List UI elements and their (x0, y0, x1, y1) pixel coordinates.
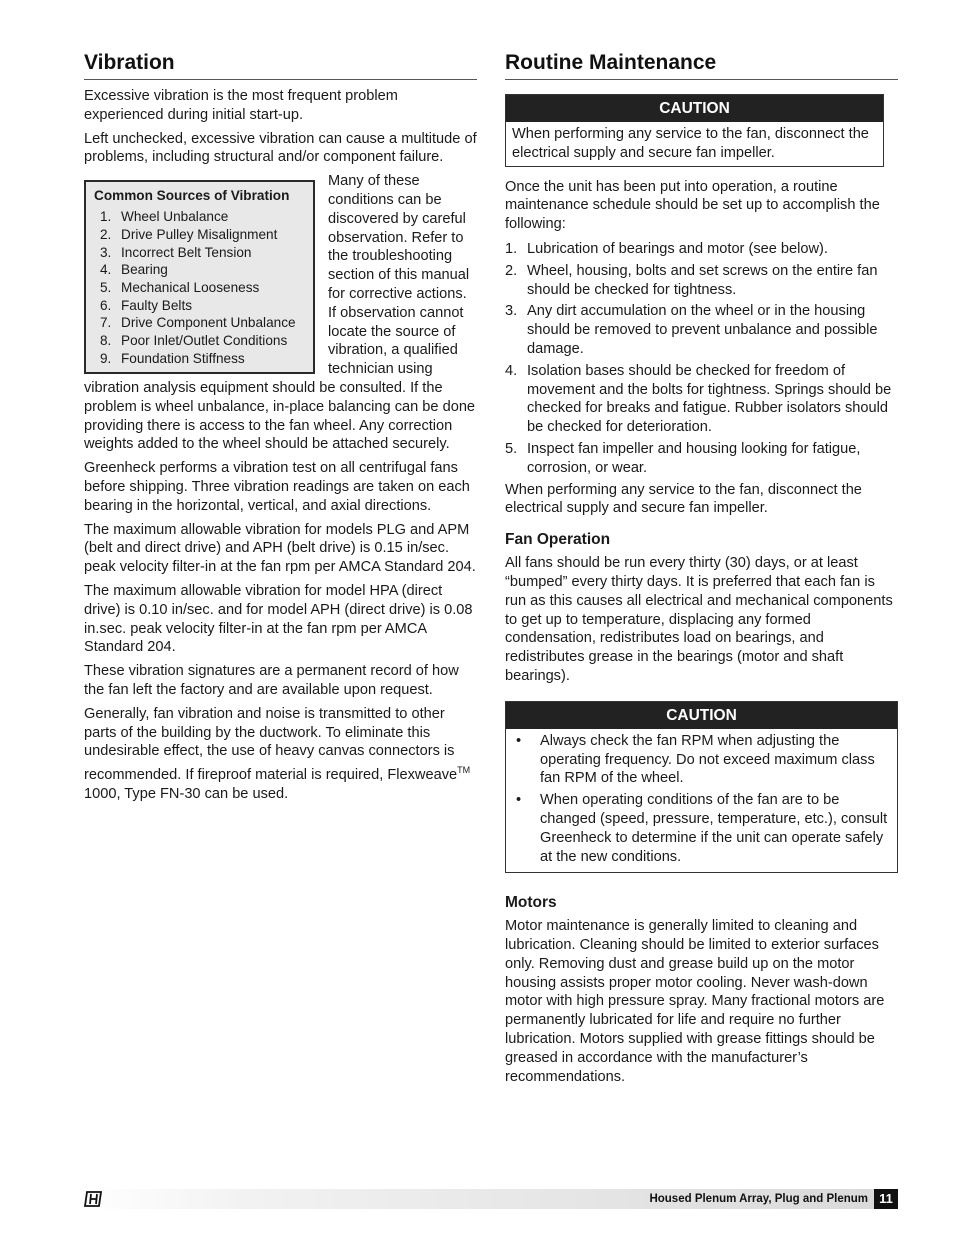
greenheck-logo-icon (84, 1191, 104, 1207)
vibration-paragraph-3: Many of these conditions can be discovered by careful observation. Refer to the troubleshooting section of this manual for corrective actions. If observation cannot locate the source of vibration, a qualified technician using vibration analysis equipment should be consulted. If the problem is wheel unbalance, in-place balancing can be done providing there is access to the fan wheel. Any correction weights added to the wheel should be attached securely. (84, 173, 476, 453)
vibration-paragraph-4: Greenheck performs a vibration test on all centrifugal fans before shipping. Three vibration readings are taken on each bearing in the horizontal, vertical, and axial directions. (84, 460, 470, 514)
caution-header: CAUTION (506, 702, 897, 729)
caution-bullet-item: • When operating conditions of the fan are to be changed (speed, pressure, temperature, etc.), consult Greenheck to determine if the unit can operate safely at the new conditions. (516, 792, 888, 865)
footer-title: Housed Plenum Array, Plug and Plenum (649, 1193, 868, 1205)
caution-box-operation (505, 701, 898, 874)
vibration-paragraph-7: These vibration signatures are a permanent record of how the fan left the factory and are available upon request. (84, 663, 459, 698)
list-item: 4. Bearing (100, 262, 168, 278)
bullet-icon: • (516, 732, 522, 749)
list-item: 5. Mechanical Looseness (100, 280, 260, 295)
vibration-paragraph-6: The maximum allowable vibration for model HPA (direct drive) is 0.10 in/sec. and for model APH (direct drive) is 0.08 in.sec. peak velocity filter-in at the fan rpm per AMCA Standard 204. (84, 582, 473, 656)
caution-body: When performing any service to the fan, disconnect the electrical supply and secure fan impeller. (512, 126, 869, 161)
routine-maintenance-column (505, 50, 898, 1091)
bullet-icon: • (516, 792, 522, 809)
vibration-column (84, 50, 477, 809)
motors-heading: Motors (505, 894, 557, 912)
list-item: 1. Lubrication of bearings and motor (see below). (505, 240, 828, 257)
maintenance-after-list: When performing any service to the fan, disconnect the electrical supply and secure fan impeller. (505, 481, 862, 517)
caution-bullet-item: • Always check the fan RPM when adjusting the operating frequency. Do not exceed maximum class fan RPM of the wheel. (516, 732, 875, 787)
list-item: 2. Wheel, housing, bolts and set screws on the entire fan should be checked for tightness. (505, 262, 878, 298)
vibration-paragraph-2: Left unchecked, excessive vibration can cause a multitude of problems, including structural and/or component failure. (84, 130, 477, 166)
list-item: 9. Foundation Stiffness (100, 350, 245, 366)
caution-header: CAUTION (506, 95, 883, 122)
list-item: 2. Drive Pulley Misalignment (100, 226, 278, 242)
common-sources-box (84, 180, 315, 373)
fan-operation-heading: Fan Operation (505, 531, 611, 549)
page-number: 11 (874, 1189, 898, 1209)
list-item: 6. Faulty Belts (100, 297, 193, 313)
routine-maintenance-heading: Routine Maintenance (505, 50, 898, 80)
vibration-paragraph-5: The maximum allowable vibration for models PLG and APM (belt and direct drive) and APH (belt drive) is 0.15 in/sec. peak velocity filter-in at the fan rpm per AMCA Standard 204. (84, 521, 476, 576)
list-item: 3. Incorrect Belt Tension (100, 244, 252, 260)
vibration-paragraph-1: Excessive vibration is the most frequent problem experienced during initial start-up. (84, 88, 398, 123)
list-item: 1. Wheel Unbalance (100, 209, 229, 225)
vibration-heading: Vibration (84, 50, 477, 80)
caution-box-service (505, 94, 884, 167)
maintenance-intro: Once the unit has been put into operation, a routine maintenance schedule should be set up to accomplish the following: (505, 178, 880, 233)
list-item: 4. Isolation bases should be checked for freedom of movement and the bolts for tightness. Springs should be checked for breaks and fatigue. Rubber isolators should be checked for deterioration. (505, 362, 892, 436)
common-sources-title: Common Sources of Vibration (94, 188, 290, 204)
list-item: 5. Inspect fan impeller and housing looking for fatigue, corrosion, or wear. (505, 440, 861, 476)
list-item: 7. Drive Component Unbalance (100, 315, 296, 331)
page-footer (84, 1189, 898, 1209)
list-item: 3. Any dirt accumulation on the wheel or in the housing should be removed to prevent unbalance and possible damage. (505, 303, 878, 357)
maintenance-list (505, 240, 898, 478)
fan-operation-text: All fans should be run every thirty (30) days, or at least “bumped” every thirty days. It is preferred that each fan is run as this causes all electrical and mechanical components to get up to temperature, displacing any formed condensation, redistributes load on bearings, and redistributes grease in the bearings (motor and shaft bearings). (505, 555, 893, 684)
vibration-paragraph-8: Generally, fan vibration and noise is transmitted to other parts of the building by the ductwork. To eliminate this undesirable effect, the use of heavy canvas connectors is recommended. If fireproof material is required, Flexweave™ 1000, Type FN-30 can be used. (84, 705, 471, 802)
motors-text: Motor maintenance is generally limited to cleaning and lubrication. Cleaning should be limited to exterior surfaces only. Removing dust and grease build up on the motor housing assists proper motor cooling. Never wash-down motor with high pressure spray. Many fractional motors are permanently lubricated for life and require no further lubrication. Motors supplied with grease fittings should be greased in accordance with the manufacturer’s recommendations. (505, 918, 885, 1085)
list-item: 8. Poor Inlet/Outlet Conditions (100, 333, 288, 349)
